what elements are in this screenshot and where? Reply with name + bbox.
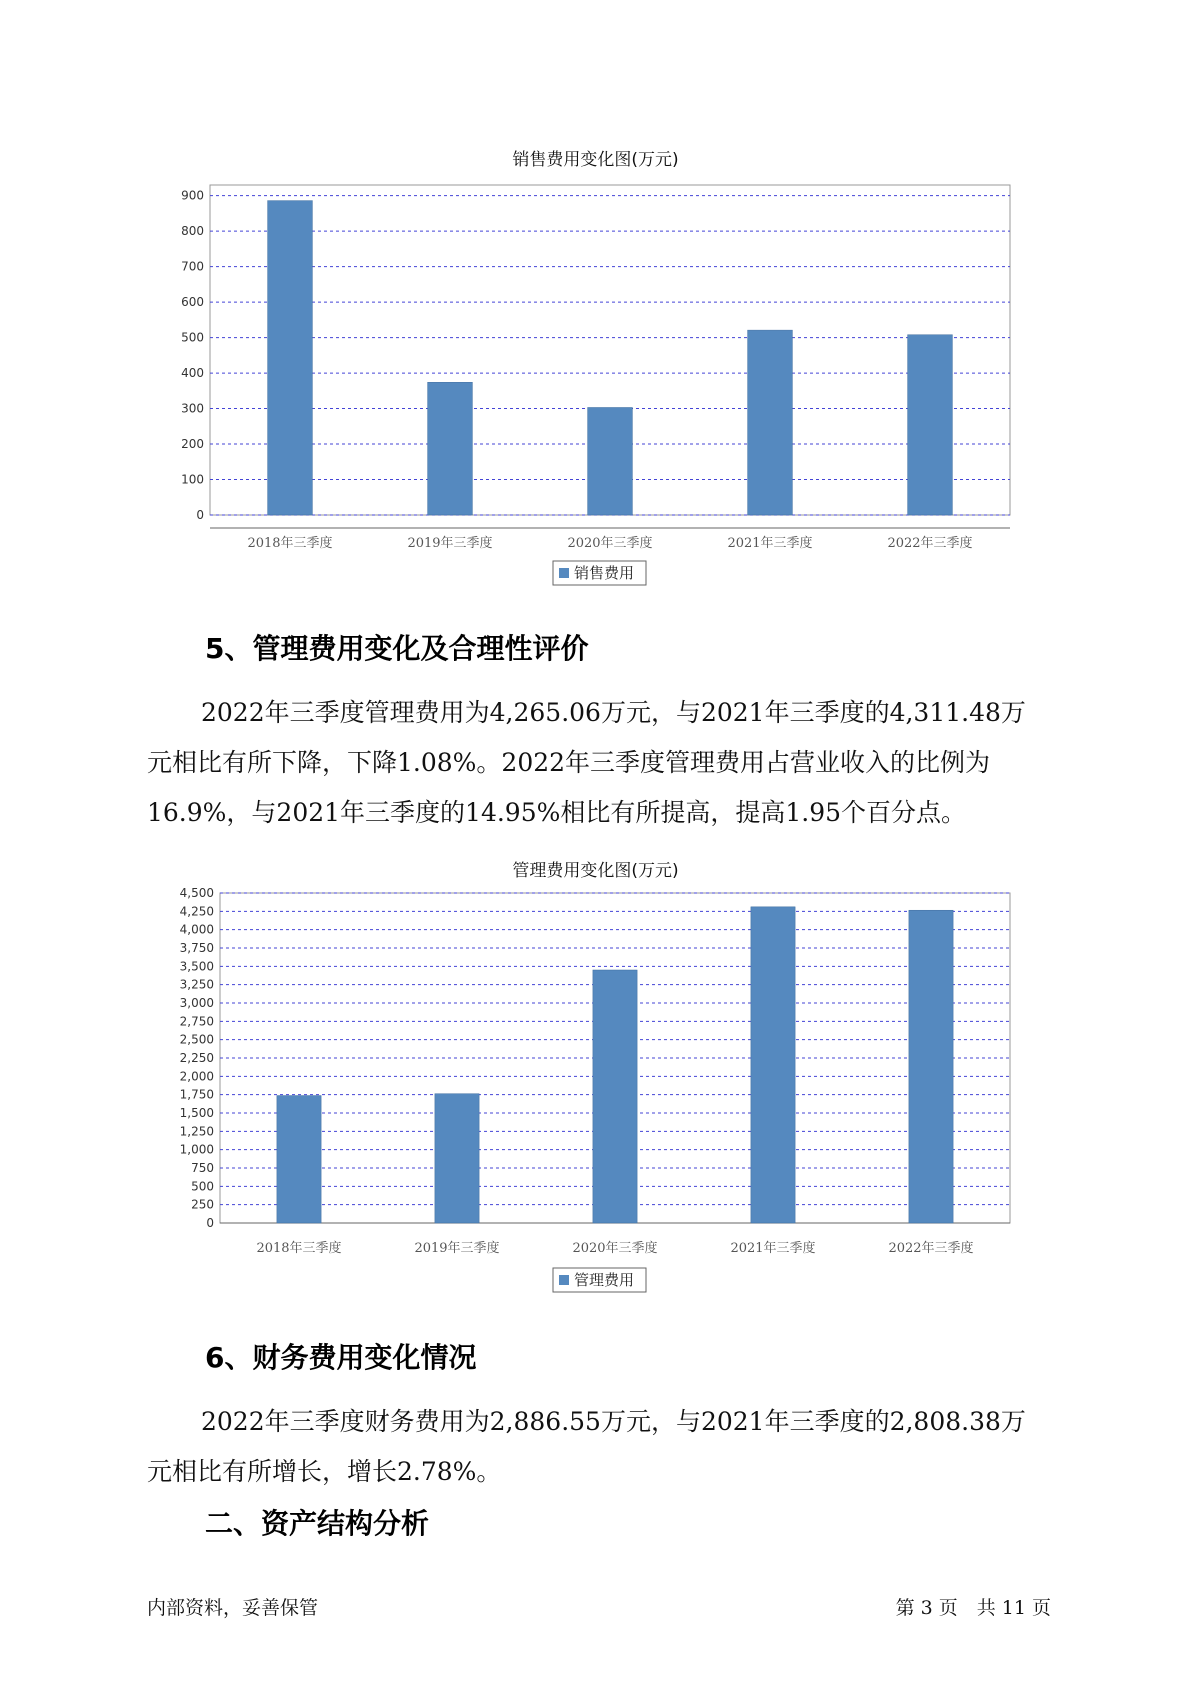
- x-category-label: 2021年三季度: [730, 1241, 816, 1256]
- y-tick-label: 800: [181, 224, 204, 239]
- y-tick-label: 3,750: [179, 941, 214, 955]
- y-tick-label: 4,000: [179, 922, 214, 937]
- bar: [593, 970, 637, 1223]
- y-tick-label: 1,250: [179, 1124, 214, 1139]
- y-tick-label: 3,500: [179, 959, 214, 974]
- y-tick-label: 200: [181, 437, 204, 452]
- x-category-label: 2018年三季度: [247, 536, 333, 551]
- bar: [268, 201, 313, 515]
- legend-label: 销售费用: [574, 564, 635, 582]
- y-tick-label: 900: [181, 188, 204, 203]
- section-6-heading: 6、财务费用变化情况: [205, 1341, 477, 1374]
- bar: [748, 330, 793, 515]
- footer-confidential-note: 内部资料，妥善保管: [147, 1597, 319, 1619]
- y-tick-label: 2,750: [179, 1014, 214, 1029]
- sales-expense-chart: [0, 175, 1191, 615]
- sales-chart-title: 销售费用变化图(万元): [512, 150, 679, 170]
- y-tick-label: 1,000: [179, 1142, 214, 1157]
- bar: [277, 1096, 321, 1223]
- footer-page-number: 第 3 页 共 11 页: [895, 1597, 1051, 1619]
- bar: [909, 910, 953, 1223]
- section-2-heading: 二、资产结构分析: [205, 1507, 430, 1540]
- x-category-label: 2019年三季度: [407, 536, 493, 551]
- legend-swatch: [559, 1275, 569, 1285]
- y-tick-label: 500: [181, 330, 204, 345]
- y-tick-label: 600: [181, 295, 204, 310]
- section-5-paragraph: 2022年三季度管理费用为4,265.06万元，与2021年三季度的4,311.48万元相比有所下降，下降1.08%。2022年三季度管理费用占营业收入的比例为16.9%，与2021年三季度的14.95%相比有所提高，提高1.95个百分点。: [147, 698, 1026, 827]
- bar: [435, 1094, 479, 1223]
- y-tick-label: 500: [191, 1179, 214, 1194]
- y-tick-label: 750: [191, 1161, 214, 1175]
- admin-expense-chart: [0, 885, 1191, 1325]
- section-5-heading: 5、管理费用变化及合理性评价: [205, 632, 589, 665]
- bar: [588, 407, 633, 515]
- x-category-label: 2021年三季度: [727, 536, 813, 551]
- y-tick-label: 100: [181, 472, 204, 487]
- y-tick-label: 700: [181, 259, 204, 274]
- y-tick-label: 0: [206, 1216, 214, 1230]
- legend: [553, 1268, 646, 1292]
- x-category-label: 2022年三季度: [888, 1241, 974, 1256]
- y-tick-label: 300: [181, 401, 204, 416]
- y-tick-label: 2,250: [179, 1051, 214, 1065]
- y-tick-label: 3,000: [179, 996, 214, 1010]
- section-6-paragraph: 2022年三季度财务费用为2,886.55万元，与2021年三季度的2,808.38万元相比有所增长，增长2.78%。: [147, 1407, 1026, 1486]
- y-tick-label: 4,500: [179, 886, 214, 900]
- x-category-label: 2022年三季度: [887, 536, 973, 551]
- legend-swatch: [559, 568, 569, 578]
- y-tick-label: 0: [196, 508, 204, 522]
- y-tick-label: 2,000: [179, 1069, 214, 1084]
- x-category-label: 2020年三季度: [567, 536, 653, 551]
- legend: [553, 561, 646, 585]
- y-tick-label: 1,500: [179, 1106, 214, 1120]
- y-tick-label: 2,500: [179, 1032, 214, 1047]
- x-category-label: 2018年三季度: [256, 1241, 342, 1256]
- y-tick-label: 3,250: [179, 977, 214, 992]
- x-category-label: 2020年三季度: [572, 1241, 658, 1256]
- bar: [751, 907, 795, 1223]
- y-tick-label: 400: [181, 366, 204, 381]
- admin-chart-title: 管理费用变化图(万元): [512, 861, 679, 881]
- x-category-label: 2019年三季度: [414, 1241, 500, 1256]
- bar: [428, 382, 473, 515]
- legend-label: 管理费用: [574, 1271, 635, 1289]
- y-tick-label: 250: [191, 1197, 214, 1212]
- bar: [908, 335, 953, 515]
- y-tick-label: 1,750: [179, 1087, 214, 1102]
- y-tick-label: 4,250: [179, 904, 214, 919]
